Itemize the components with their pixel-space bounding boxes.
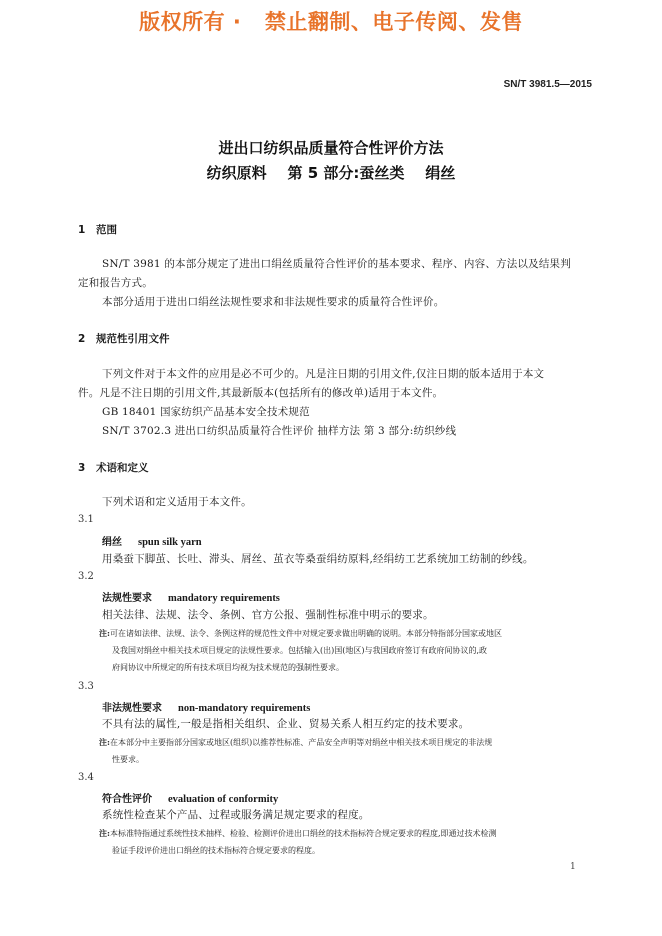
term-note xyxy=(99,737,492,748)
term-number: 3.4 xyxy=(78,772,94,783)
term-note xyxy=(99,828,497,839)
paragraph-line: 件。凡是不注日期的引用文件,其最新版本(包括所有的修改单)适用于本文件。 xyxy=(78,387,444,399)
copyright-banner: 版权所有 · 禁止翻制、电子传阅、发售 xyxy=(139,10,523,34)
term-note xyxy=(99,628,502,639)
section-title: 术语和定义 xyxy=(96,462,149,474)
section-title: 范围 xyxy=(96,224,117,236)
note-line: 在本部分中主要指部分国家或地区(组织)以推荐性标准、产品安全声明等对绢丝中相关技术项目规定的非法规 xyxy=(109,738,493,747)
section-heading xyxy=(78,331,170,346)
note-line: 及我国对绢丝中相关技术项目规定的法规性要求。包括输入(出)国(地区)与我国政府签订有政府间协议的,政 xyxy=(112,646,488,655)
note-label: 注: xyxy=(99,737,110,747)
term-chinese: 法规性要求 xyxy=(102,593,152,604)
term-heading xyxy=(102,790,278,805)
term-definition: 系统性检查某个产品、过程或服务满足规定要求的程度。 xyxy=(102,809,370,821)
paragraph-line: 定和报告方式。 xyxy=(78,277,153,289)
document-number: SN/T 3981.5—2015 xyxy=(503,79,592,90)
term-english: mandatory requirements xyxy=(168,593,280,604)
note-label: 注: xyxy=(99,628,110,638)
note-line: 府间协议中所规定的所有技术项目均视为技术规范的强制性要求。 xyxy=(112,663,344,672)
term-chinese: 非法规性要求 xyxy=(102,703,162,714)
note-line: 验证手段评价进出口绢丝的技术指标符合规定要求的程度。 xyxy=(112,846,320,855)
paragraph-line: SN/T 3981 的本部分规定了进出口绢丝质量符合性评价的基本要求、程序、内容、方法以及结果判 xyxy=(102,258,571,270)
section-number: 1 xyxy=(78,224,86,236)
reference-item: GB 18401 国家纺织产品基本安全技术规范 xyxy=(102,406,310,418)
section-heading xyxy=(78,460,149,475)
document-title: 进出口纺织品质量符合性评价方法 xyxy=(218,139,444,157)
note-label: 注: xyxy=(99,828,110,838)
term-number: 3.1 xyxy=(78,514,94,525)
page-number: 1 xyxy=(570,862,576,872)
term-english: non-mandatory requirements xyxy=(178,703,311,714)
term-number: 3.3 xyxy=(78,681,94,692)
section-heading xyxy=(78,222,117,237)
note-line: 本标准特指通过系统性技术抽样、检验、检测评价进出口绢丝的技术指标符合规定要求的程度,即通过技术检测 xyxy=(109,829,497,838)
section-title: 规范性引用文件 xyxy=(96,333,170,345)
paragraph-line: 本部分适用于进出口绢丝法规性要求和非法规性要求的质量符合性评价。 xyxy=(102,296,445,308)
term-chinese: 符合性评价 xyxy=(102,794,152,805)
note-line: 可在诸如法律、法规、法令、条例这样的规范性文件中对规定要求做出明确的说明。本部分特指部分国家或地区 xyxy=(109,629,502,638)
paragraph-line: 下列术语和定义适用于本文件。 xyxy=(102,496,252,508)
section-number: 2 xyxy=(78,333,86,345)
term-english: spun silk yarn xyxy=(138,537,202,548)
term-number: 3.2 xyxy=(78,571,94,582)
term-heading xyxy=(102,699,310,714)
document-subtitle: 纺织原料 第 5 部分:蚕丝类 绢丝 xyxy=(206,164,456,182)
term-definition: 相关法律、法规、法令、条例、官方公报、强制性标准中明示的要求。 xyxy=(102,609,434,621)
term-english: evaluation of conformity xyxy=(168,794,279,805)
term-chinese: 绢丝 xyxy=(102,537,122,548)
term-heading xyxy=(102,533,202,548)
term-definition: 不具有法的属性,一般是指相关组织、企业、贸易关系人相互约定的技术要求。 xyxy=(102,718,470,730)
note-line: 性要求。 xyxy=(112,755,144,764)
reference-item: SN/T 3702.3 进出口纺织品质量符合性评价 抽样方法 第 3 部分:纺织纱线 xyxy=(102,425,457,437)
paragraph-line: 下列文件对于本文件的应用是必不可少的。凡是注日期的引用文件,仅注日期的版本适用于本文 xyxy=(102,368,545,380)
term-definition: 用桑蚕下脚茧、长吐、滞头、屑丝、茧衣等桑蚕绢纺原料,经绢纺工艺系统加工纺制的纱线。 xyxy=(102,553,534,565)
term-heading xyxy=(102,589,280,604)
section-number: 3 xyxy=(78,462,86,474)
